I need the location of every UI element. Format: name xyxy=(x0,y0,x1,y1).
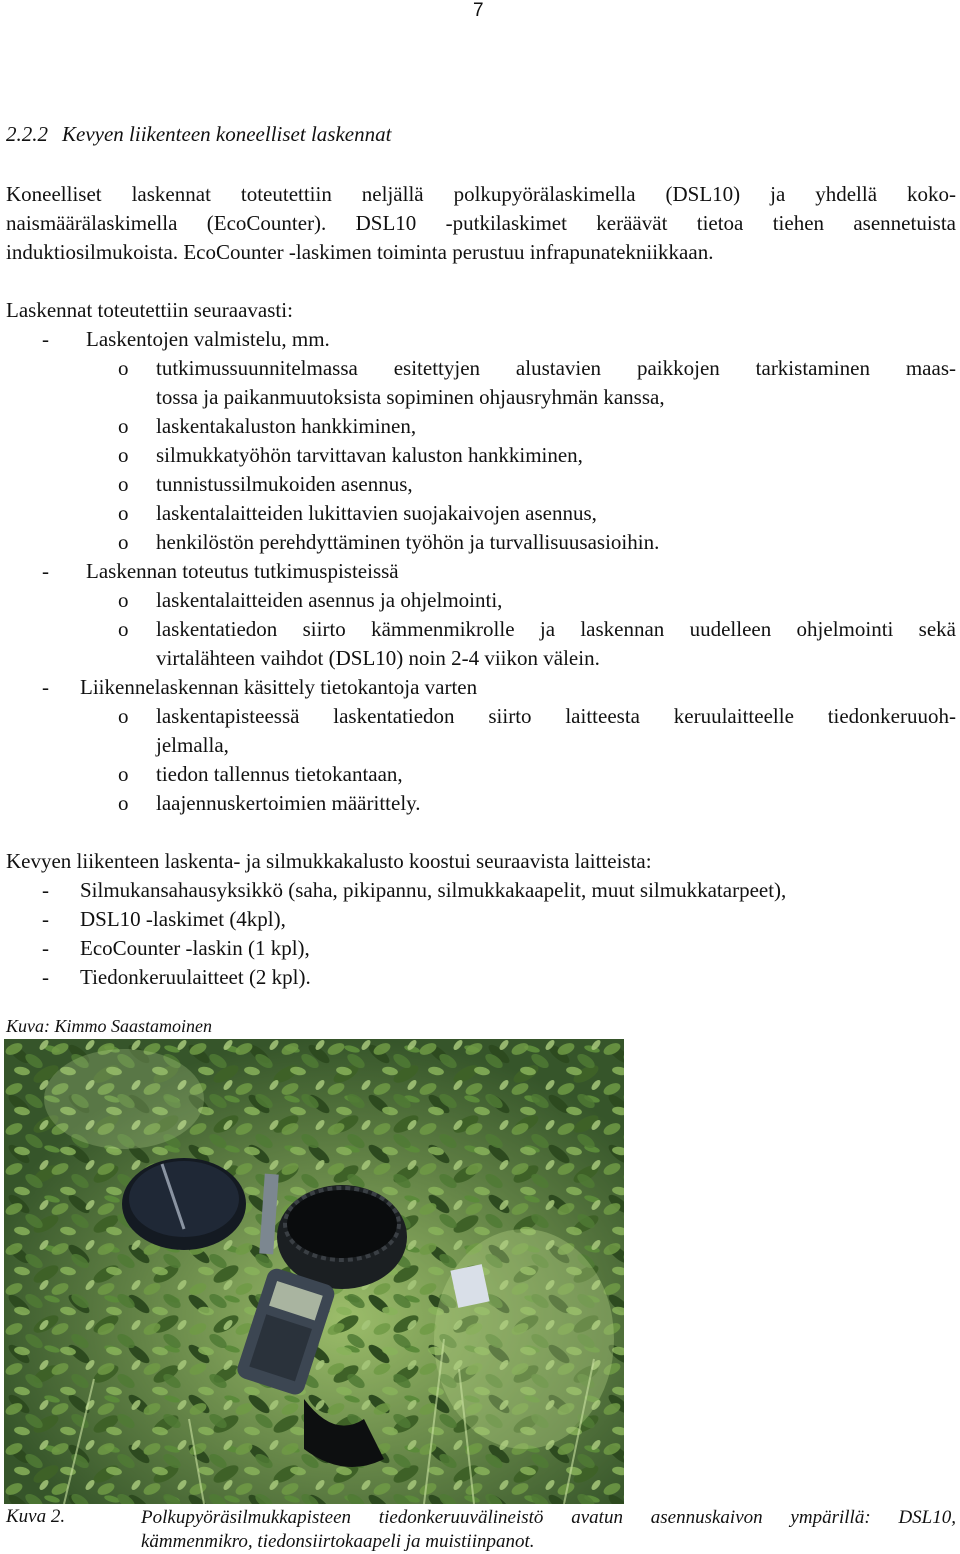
list-item: silmukkatyöhön tarvittavan kaluston hankkiminen, xyxy=(156,443,583,467)
section-heading xyxy=(6,122,391,147)
caption-label: Kuva 2. xyxy=(6,1506,66,1527)
steps-intro: Laskennat toteutettiin seuraavasti: xyxy=(6,298,293,322)
step-label: Liikennelaskennan käsittely tietokantoja varten xyxy=(80,675,478,699)
photo-credit: Kuva: Kimmo Saastamoinen xyxy=(6,1016,212,1036)
field-photo xyxy=(4,1039,624,1504)
step-label: Laskennan toteutus tutkimuspisteissä xyxy=(86,559,399,583)
o-bullet: o xyxy=(118,414,129,438)
o-bullet: o xyxy=(118,704,129,728)
list-item: laskentalaitteiden asennus ja ohjelmointi, xyxy=(156,588,503,612)
o-bullet: o xyxy=(118,472,129,496)
dash-bullet: - xyxy=(42,675,49,699)
page-number: 7 xyxy=(473,0,484,21)
list-item-line: laskentapisteessä laskentatiedon siirto laitteesta keruulaitteelle tiedonkeruuoh- xyxy=(156,704,956,728)
intro-line: induktiosilmukoista. EcoCounter -laskimen toiminta perustuu infrapunatekniikkaan. xyxy=(6,240,714,264)
o-bullet: o xyxy=(118,443,129,467)
dash-bullet: - xyxy=(42,327,49,351)
o-bullet: o xyxy=(118,530,129,554)
list-item xyxy=(156,615,956,673)
equipment-intro: Kevyen liikenteen laskenta- ja silmukkakalusto koostui seuraavista laitteista: xyxy=(6,849,652,873)
intro-paragraph xyxy=(6,180,956,267)
dash-bullet: - xyxy=(42,936,49,960)
equipment-item: Tiedonkeruulaitteet (2 kpl). xyxy=(80,965,311,989)
equipment-item: EcoCounter -laskin (1 kpl), xyxy=(80,936,310,960)
dash-bullet: - xyxy=(42,559,49,583)
list-item: laajennuskertoimien määrittely. xyxy=(156,791,421,815)
section-number: 2.2.2 xyxy=(6,122,48,146)
list-item: tunnistussilmukoiden asennus, xyxy=(156,472,413,496)
equipment-item: Silmukansahausyksikkö (saha, pikipannu, silmukkakaapelit, muut silmukkatarpeet), xyxy=(80,878,787,902)
figure-caption xyxy=(141,1506,956,1554)
list-item xyxy=(156,354,956,412)
dash-bullet: - xyxy=(42,965,49,989)
list-item xyxy=(156,702,956,760)
intro-line: Koneelliset laskennat toteutettiin neljällä polkupyörälaskimella (DSL10) ja yhdellä koko- xyxy=(6,182,956,206)
intro-line: naismäärälaskimella (EcoCounter). DSL10 -putkilaskimet keräävät tietoa tiehen asennetuista xyxy=(6,211,956,235)
o-bullet: o xyxy=(118,791,129,815)
section-title: Kevyen liikenteen koneelliset laskennat xyxy=(62,122,392,146)
list-item: henkilöstön perehdyttäminen työhön ja turvallisuusasioihin. xyxy=(156,530,660,554)
o-bullet: o xyxy=(118,762,129,786)
dash-bullet: - xyxy=(42,907,49,931)
caption-line: kämmenmikro, tiedonsiirtokaapeli ja muistiinpanot. xyxy=(141,1531,535,1552)
o-bullet: o xyxy=(118,617,129,641)
list-item-line: jelmalla, xyxy=(156,733,229,757)
list-item: laskentalaitteiden lukittavien suojakaivojen asennus, xyxy=(156,501,597,525)
o-bullet: o xyxy=(118,501,129,525)
equipment-item: DSL10 -laskimet (4kpl), xyxy=(80,907,286,931)
caption-line: Polkupyöräsilmukkapisteen tiedonkeruuvälineistö avatun asennuskaivon ympärillä: DSL10, xyxy=(141,1507,956,1528)
o-bullet: o xyxy=(118,588,129,612)
list-item: laskentakaluston hankkiminen, xyxy=(156,414,417,438)
step-label: Laskentojen valmistelu, mm. xyxy=(86,327,330,351)
list-item-line: tossa ja paikanmuutoksista sopiminen ohjausryhmän kanssa, xyxy=(156,385,665,409)
dash-bullet: - xyxy=(42,878,49,902)
list-item-line: virtalähteen vaihdot (DSL10) noin 2-4 viikon välein. xyxy=(156,646,600,670)
list-item-line: laskentatiedon siirto kämmenmikrolle ja laskennan uudelleen ohjelmointi sekä xyxy=(156,617,956,641)
list-item: tiedon tallennus tietokantaan, xyxy=(156,762,403,786)
o-bullet: o xyxy=(118,356,129,380)
list-item-line: tutkimussuunnitelmassa esitettyjen alustavien paikkojen tarkistaminen maas- xyxy=(156,356,956,380)
